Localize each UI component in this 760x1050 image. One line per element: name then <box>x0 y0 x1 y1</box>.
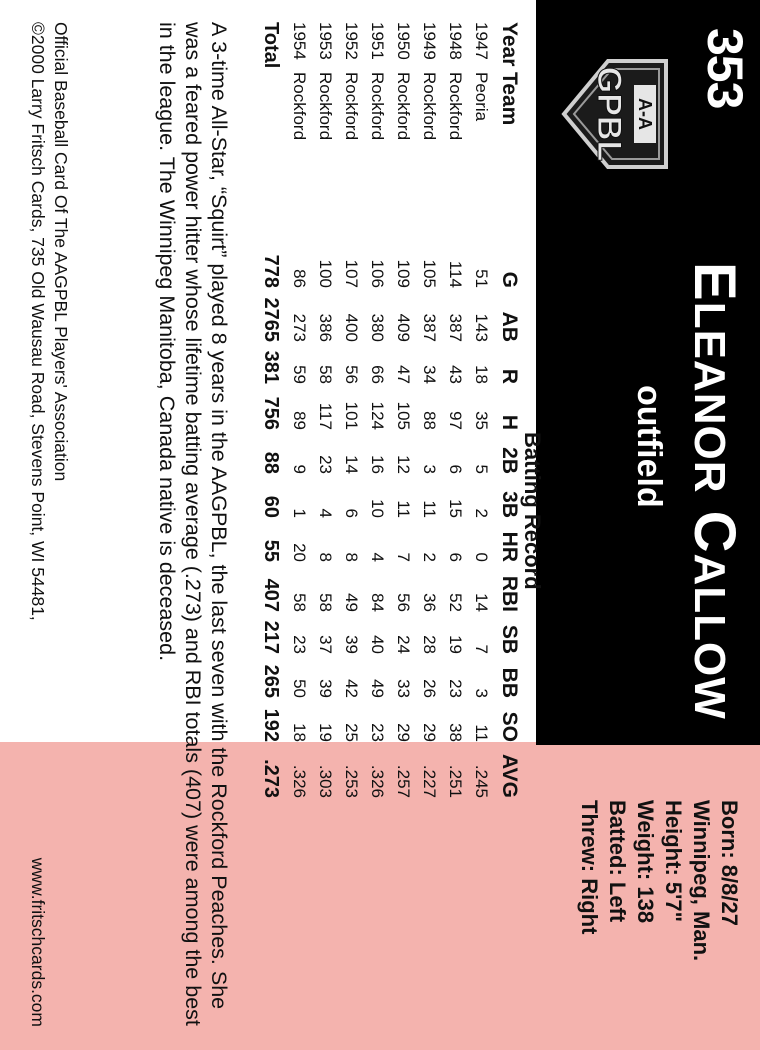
stats-cell-2b: 12 <box>394 455 413 474</box>
stats-cell-g: 86 <box>290 269 309 288</box>
stats-cell-g: 106 <box>368 259 387 288</box>
stats-cell-3b: 11 <box>394 500 413 518</box>
stats-cell-rbi: 49 <box>342 593 361 612</box>
stats-header-avg: AVG <box>498 754 521 798</box>
stats-header-g: G <box>498 271 521 288</box>
stats-cell-h: 35 <box>472 411 491 430</box>
stats-cell-2b: 6 <box>446 464 465 474</box>
stats-cell-team: Rockford <box>368 72 387 141</box>
stats-cell-2b: 9 <box>290 464 309 474</box>
svg-text:GPBL: GPBL <box>590 66 628 162</box>
stats-cell-bb: 23 <box>446 679 465 698</box>
stats-cell-3b: 2 <box>472 508 491 518</box>
stats-cell-team: Rockford <box>316 72 335 141</box>
stats-cell-2b: 5 <box>472 464 491 474</box>
stats-cell-h: 89 <box>290 411 309 430</box>
stats-cell-3b: 1 <box>290 508 309 518</box>
stats-cell-ab: 143 <box>472 313 491 342</box>
stats-cell-year: 1951 <box>368 22 387 60</box>
stats-cell-ab: 387 <box>420 313 439 342</box>
player-name <box>681 262 748 720</box>
stats-cell-sb: 24 <box>394 635 413 654</box>
last-name-rest: ALLOW <box>685 553 734 720</box>
stats-cell-3b: 4 <box>316 508 335 518</box>
footer-official-line: Official Baseball Card Of The AAGPBL Players' Association <box>51 22 71 482</box>
stats-header-hr: HR <box>498 531 521 562</box>
stats-cell-avg: .326 <box>290 764 309 798</box>
stats-row <box>364 22 390 798</box>
stats-cell-team: Rockford <box>290 72 309 141</box>
stats-cell-3b: 15 <box>446 499 465 518</box>
stats-cell-so: 29 <box>394 723 413 742</box>
stats-cell-bb: 33 <box>394 679 413 698</box>
stats-cell-hr: 8 <box>316 552 335 562</box>
stats-cell-g: 51 <box>472 269 491 288</box>
stats-cell-ab: 273 <box>290 313 309 342</box>
stats-cell-ab: 386 <box>316 313 335 342</box>
stats-cell-rbi: 84 <box>368 593 387 612</box>
aagpbl-logo-shield <box>560 55 674 173</box>
player-bio <box>574 800 742 1040</box>
stats-title: Batting Record <box>520 432 545 590</box>
stats-cell-g: 107 <box>342 259 361 288</box>
stats-cell-so: 18 <box>290 723 309 742</box>
stats-cell-2b: 23 <box>316 455 335 474</box>
stats-header-year: Year <box>498 22 521 67</box>
stats-cell-ab: 409 <box>394 313 413 342</box>
stats-cell-avg: .257 <box>394 764 413 798</box>
stats-row <box>442 22 468 798</box>
stats-cell-bb: 39 <box>316 679 335 698</box>
stats-row <box>312 22 338 798</box>
stats-cell-sb: 40 <box>368 635 387 654</box>
stats-cell-h: 105 <box>394 401 413 430</box>
stats-total-cell: 217 <box>260 620 283 654</box>
stats-cell-h: 124 <box>368 401 387 430</box>
stats-cell-r: 56 <box>342 365 361 384</box>
bio-birthplace: Winnipeg, Man. <box>689 800 714 962</box>
stats-cell-sb: 28 <box>420 635 439 654</box>
stats-cell-h: 101 <box>342 401 361 430</box>
stats-cell-team: Rockford <box>446 72 465 141</box>
stats-total-cell: 756 <box>260 396 283 430</box>
stats-cell-r: 34 <box>420 365 439 384</box>
stats-cell-so: 38 <box>446 723 465 742</box>
card-number: 353 <box>697 28 753 109</box>
stats-cell-hr: 8 <box>342 552 361 562</box>
card-footer <box>26 22 72 1027</box>
stats-cell-r: 58 <box>316 365 335 384</box>
stats-total-cell: 55 <box>260 539 283 562</box>
stats-cell-year: 1953 <box>316 22 335 60</box>
stats-cell-bb: 3 <box>472 688 491 698</box>
stats-total-cell: 407 <box>260 578 283 612</box>
stats-cell-rbi: 52 <box>446 593 465 612</box>
stats-total-cell: 192 <box>260 708 283 742</box>
stats-cell-so: 25 <box>342 723 361 742</box>
stats-cell-sb: 39 <box>342 635 361 654</box>
stats-cell-2b: 3 <box>420 464 439 474</box>
career-summary: A 3-time All-Star, “Squirt” played 8 years in the AAGPBL, the last seven with the Rockford Peaches. She was a feared power hitter whose lifetime batting average (.273) and RBI totals (407) were among the best in the league. The Winnipeg Manitoba, Canada native is deceased. <box>155 22 231 1026</box>
stats-header-2b: 2B <box>498 447 521 474</box>
stats-cell-ab: 400 <box>342 313 361 342</box>
stats-total-cell: 88 <box>260 451 283 474</box>
stats-cell-r: 66 <box>368 365 387 384</box>
stats-cell-year: 1948 <box>446 22 465 60</box>
stats-cell-rbi: 36 <box>420 593 439 612</box>
stats-cell-r: 47 <box>394 365 413 384</box>
stats-cell-team: Rockford <box>420 72 439 141</box>
stats-header-sb: SB <box>498 624 521 654</box>
stats-total-cell: .273 <box>260 759 283 798</box>
stats-cell-hr: 4 <box>368 552 387 562</box>
stats-header-so: SO <box>498 711 521 742</box>
stats-cell-hr: 7 <box>394 552 413 562</box>
aagpbl-logo <box>560 55 674 173</box>
stats-cell-year: 1949 <box>420 22 439 60</box>
svg-text:A-A: A-A <box>635 98 655 130</box>
stats-cell-g: 105 <box>420 259 439 288</box>
stats-header-team: Team <box>498 72 521 126</box>
stats-cell-rbi: 58 <box>316 593 335 612</box>
stats-cell-rbi: 58 <box>290 593 309 612</box>
stats-cell-ab: 387 <box>446 313 465 342</box>
stats-header-r: R <box>498 368 521 384</box>
stats-total-cell: 265 <box>260 664 283 698</box>
stats-cell-g: 114 <box>446 260 465 288</box>
stats-cell-hr: 0 <box>472 552 491 562</box>
stats-cell-avg: .227 <box>420 764 439 798</box>
footer-copyright: ©2000 Larry Fritsch Cards, 735 Old Wausau Road, Stevens Point, WI 54481, <box>28 22 48 621</box>
stats-cell-r: 18 <box>472 365 491 384</box>
stats-cell-year: 1950 <box>394 22 413 60</box>
stats-cell-team: Peoria <box>472 72 491 122</box>
stats-cell-g: 100 <box>316 259 335 288</box>
stats-cell-rbi: 56 <box>394 593 413 612</box>
bio-height: Height: 5'7" <box>661 800 686 923</box>
stats-cell-year: 1952 <box>342 22 361 60</box>
stats-cell-rbi: 14 <box>472 593 491 612</box>
stats-row <box>338 22 364 798</box>
stats-cell-avg: .303 <box>316 764 335 798</box>
first-name-initial: E <box>682 262 747 302</box>
stats-cell-team: Rockford <box>394 72 413 141</box>
bio-batted: Batted: Left <box>605 800 630 923</box>
stats-cell-avg: .253 <box>342 764 361 798</box>
stats-header-rbi: RBI <box>498 575 521 612</box>
footer-website: www.fritschcards.com <box>28 857 48 1027</box>
stats-cell-3b: 6 <box>342 508 361 518</box>
stats-total-cell <box>256 72 286 252</box>
stats-cell-hr: 6 <box>446 552 465 562</box>
stats-cell-so: 11 <box>472 724 491 742</box>
stats-cell-avg: .251 <box>446 764 465 798</box>
stats-cell-hr: 20 <box>290 543 309 562</box>
bio-weight: Weight: 138 <box>633 800 658 924</box>
stats-cell-g: 109 <box>394 259 413 288</box>
stats-cell-team: Rockford <box>342 72 361 141</box>
stats-total-row <box>256 22 286 798</box>
stats-total-cell: 778 <box>260 254 283 288</box>
stats-cell-2b: 16 <box>368 455 387 474</box>
stats-cell-sb: 37 <box>316 635 335 654</box>
stats-cell-bb: 42 <box>342 679 361 698</box>
stats-cell-h: 88 <box>420 411 439 430</box>
stats-total-cell: 60 <box>260 495 283 518</box>
stats-cell-year: 1954 <box>290 22 309 60</box>
stats-cell-hr: 2 <box>420 552 439 562</box>
stats-cell-year: 1947 <box>472 22 491 60</box>
last-name-initial: C <box>682 510 747 554</box>
bio-threw: Threw: Right <box>577 800 602 935</box>
stats-cell-avg: .326 <box>368 764 387 798</box>
stats-cell-sb: 19 <box>446 635 465 654</box>
stats-cell-r: 43 <box>446 365 465 384</box>
stats-cell-3b: 10 <box>368 499 387 518</box>
player-position: outfield <box>630 385 668 508</box>
stats-cell-bb: 50 <box>290 679 309 698</box>
stats-row <box>416 22 442 798</box>
stats-header-row <box>494 22 524 798</box>
stats-header-h: H <box>498 414 521 430</box>
stats-cell-h: 117 <box>316 402 335 430</box>
stats-cell-so: 19 <box>316 723 335 742</box>
bio-born: Born: 8/8/27 <box>717 800 742 926</box>
stats-cell-bb: 49 <box>368 679 387 698</box>
stats-cell-2b: 14 <box>342 455 361 474</box>
stats-header-bb: BB <box>498 667 521 698</box>
stats-cell-ab: 380 <box>368 313 387 342</box>
stats-cell-bb: 26 <box>420 679 439 698</box>
stats-row <box>390 22 416 798</box>
first-name-rest: LEANOR <box>685 301 734 494</box>
stats-cell-so: 29 <box>420 723 439 742</box>
stats-cell-avg: .245 <box>472 764 491 798</box>
stats-total-cell: Total <box>260 22 283 69</box>
stats-cell-sb: 23 <box>290 635 309 654</box>
stats-row <box>286 22 312 798</box>
stats-cell-sb: 7 <box>472 644 491 654</box>
stats-cell-h: 97 <box>446 411 465 430</box>
stats-cell-so: 23 <box>368 723 387 742</box>
stats-header-ab: AB <box>498 311 521 342</box>
stats-cell-3b: 11 <box>420 500 439 518</box>
stats-total-cell: 2765 <box>260 297 283 342</box>
batting-record-table <box>256 22 524 798</box>
stats-cell-r: 59 <box>290 365 309 384</box>
stats-row <box>468 22 494 798</box>
stats-header-3b: 3B <box>498 491 521 518</box>
stats-total-cell: 381 <box>260 350 283 384</box>
